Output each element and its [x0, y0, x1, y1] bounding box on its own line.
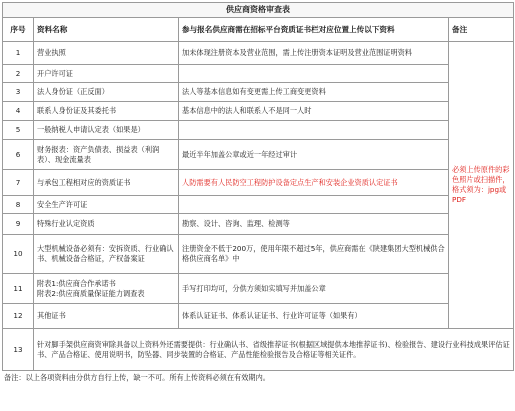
row-no: 13	[3, 329, 34, 371]
table-row	[3, 140, 514, 170]
row-name: 与承包工程相对应的资质证书	[34, 170, 179, 196]
table-row	[3, 274, 514, 304]
note-cell: 必须上传原件的彩色照片或扫描件，格式须为：jpg或PDF	[449, 42, 514, 329]
row-no: 6	[3, 140, 34, 170]
table-title: 供应商资格审查表	[3, 3, 514, 18]
row-name: 联系人身份证及其委托书	[34, 102, 179, 121]
row-no: 5	[3, 121, 34, 140]
row-requirement: 手写打印均可，分供方须如实填写并加盖公章	[179, 274, 449, 304]
supplier-qualification-sheet	[2, 2, 513, 383]
qualification-table	[2, 2, 514, 371]
table-row	[3, 102, 514, 121]
row-requirement: 法人等基本信息如有变更需上传工商变更资料	[179, 83, 449, 102]
row-name: 营业执照	[34, 42, 179, 65]
row-requirement: 基本信息中的法人和联系人不是同一人时	[179, 102, 449, 121]
row-requirement: 人防需要有人民防空工程防护设备定点生产和安装企业资质认定证书	[179, 170, 449, 196]
table-row	[3, 196, 514, 214]
header-no: 序号	[3, 18, 34, 42]
row-no: 7	[3, 170, 34, 196]
row-name: 安全生产许可证	[34, 196, 179, 214]
row-no: 11	[3, 274, 34, 304]
header-row	[3, 18, 514, 42]
row-name: 财务报表：资产负债表、损益表（利润表）、现金流量表	[34, 140, 179, 170]
table-row	[3, 329, 514, 371]
header-requirement: 参与报名供应商需在招标平台资质证书栏对应位置上传以下资料	[179, 18, 449, 42]
row-no: 9	[3, 214, 34, 235]
row-no: 10	[3, 235, 34, 274]
row-requirement	[179, 65, 449, 83]
table-row	[3, 42, 514, 65]
table-row	[3, 121, 514, 140]
row-no: 12	[3, 304, 34, 329]
table-row	[3, 235, 514, 274]
table-row	[3, 83, 514, 102]
row-requirement: 勘察、设计、咨询、监理、检测等	[179, 214, 449, 235]
row-requirement: 最近半年加盖公章或近一年经过审计	[179, 140, 449, 170]
row-no: 8	[3, 196, 34, 214]
table-row	[3, 304, 514, 329]
table-row	[3, 214, 514, 235]
row-requirement	[179, 121, 449, 140]
header-note: 备注	[449, 18, 514, 42]
row-no: 3	[3, 83, 34, 102]
row-no: 4	[3, 102, 34, 121]
row-requirement: 加未体现注册资本及营业范围，需上传注册资本证明及营业范围证明资料	[179, 42, 449, 65]
row-name-line-2: 附表2:供应商质量保证能力调查表	[37, 288, 145, 298]
row-requirement: 针对脚手架供应商资审除具备以上资料外还需要提供：行业确认书、省级推荐证书(根据区域提供本地推荐证书)、检验报告、建设行业科技成果评估证书、产品合格证、使用说明书，防坠器、同步装置的合格证、产品性能检验报告及合格证等相关证件。	[34, 329, 514, 371]
table-row	[3, 170, 514, 196]
row-name: 开户许可证	[34, 65, 179, 83]
header-name: 资料名称	[34, 18, 179, 42]
row-requirement: 体系认证证书、体系认证证书、行业许可证等（如果有）	[179, 304, 449, 329]
row-requirement	[179, 196, 449, 214]
row-name: 法人身份证（正反面）	[34, 83, 179, 102]
row-requirement: 注册资金不低于200万，使用年限不超过5年，供应商需在《陕建集团大型机械供合格供应商名单》中	[179, 235, 449, 274]
footer-note: 备注：以上各项资料由分供方自行上传，缺一不可。所有上传资料必须在有效期内。	[4, 373, 270, 382]
row-no: 1	[3, 42, 34, 65]
row-no: 2	[3, 65, 34, 83]
table-title-row	[3, 3, 514, 18]
row-name: 一般纳税人申请认定表（如果是）	[34, 121, 179, 140]
table-row	[3, 65, 514, 83]
row-name	[34, 274, 179, 304]
row-name: 特殊行业认定资质	[34, 214, 179, 235]
row-name-line-1: 附表1:供应商合作承诺书	[37, 278, 116, 288]
row-name: 其他证书	[34, 304, 179, 329]
row-name: 大型机械设备必须有：安拆资质、行业确认书、机械设备合格证，产权备案证	[34, 235, 179, 274]
